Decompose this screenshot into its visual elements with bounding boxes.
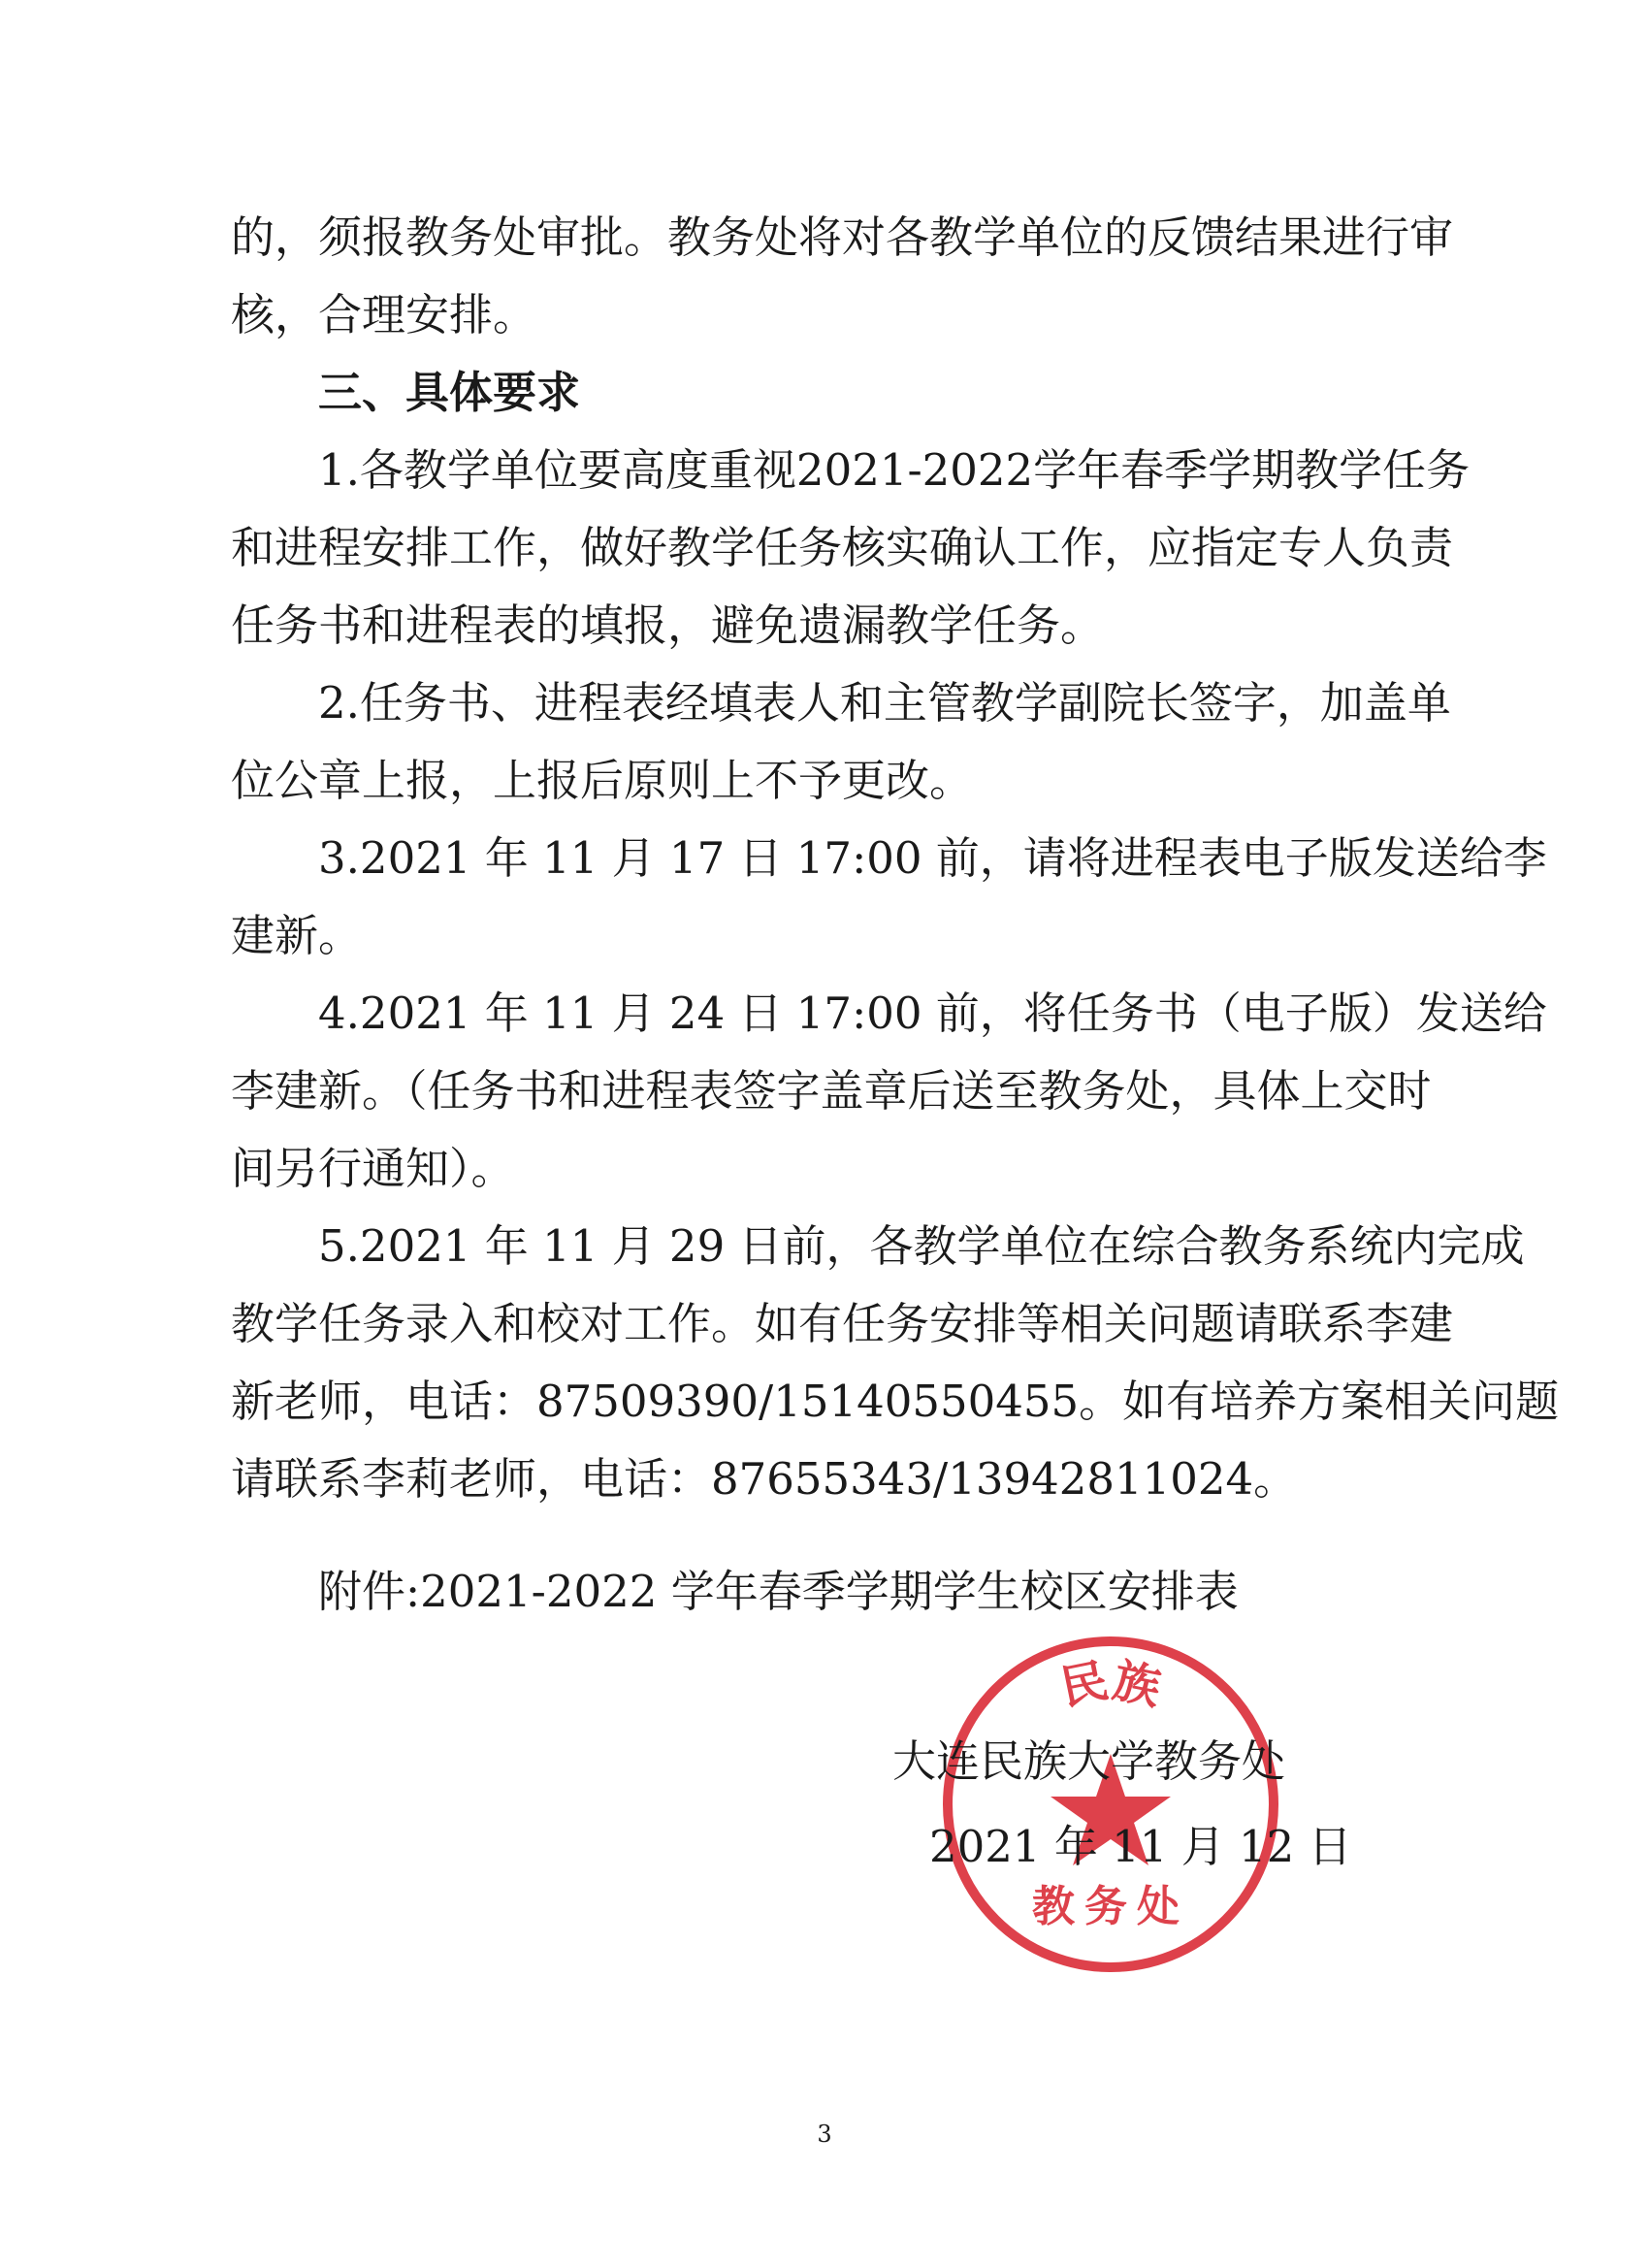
paragraph-line: 教学任务录入和校对工作。如有任务安排等相关问题请联系李建 <box>231 1298 1454 1349</box>
seal-top-text: 民族 <box>1055 1653 1166 1716</box>
signature-block <box>892 1719 1352 1890</box>
paragraph-line: 请联系李莉老师，电话：87655343/13942811024。 <box>231 1453 1298 1505</box>
section-heading: 三、具体要求 <box>318 367 581 418</box>
seal-bottom-text: 教务处 <box>1032 1882 1189 1931</box>
paragraph-line: 1.各教学单位要高度重视2021-2022学年春季学期教学任务 <box>318 444 1471 496</box>
paragraph-line: 核，合理安排。 <box>231 289 537 340</box>
issuing-org: 大连民族大学教务处 <box>892 1735 1286 1787</box>
body-text <box>231 199 1560 1631</box>
paragraph-line: 2.任务书、进程表经填表人和主管教学副院长签字，加盖单 <box>318 677 1451 729</box>
attachment-line: 附件:2021-2022 学年春季学期学生校区安排表 <box>318 1566 1239 1617</box>
paragraph-line: 任务书和进程表的填报，避免遗漏教学任务。 <box>231 599 1105 651</box>
page-number: 3 <box>817 2121 832 2148</box>
paragraph-line: 新老师，电话：87509390/15140550455。如有培养方案相关问题 <box>231 1376 1560 1427</box>
paragraph-line: 的，须报教务处审批。教务处将对各教学单位的反馈结果进行审 <box>231 211 1454 263</box>
paragraph-line: 建新。 <box>231 910 363 961</box>
paragraph-line: 间另行通知）。 <box>231 1143 515 1194</box>
paragraph-line: 4.2021 年 11 月 24 日 17:00 前，将任务书（电子版）发送给 <box>318 988 1547 1039</box>
paragraph-line: 5.2021 年 11 月 29 日前，各教学单位在综合教务系统内完成 <box>318 1220 1525 1272</box>
svg-text:民族 <box>1056 1653 1165 1715</box>
paragraph-line: 3.2021 年 11 月 17 日 17:00 前，请将进程表电子版发送给李 <box>318 832 1547 884</box>
paragraph-line: 和进程安排工作，做好教学任务核实确认工作，应指定专人负责 <box>231 522 1454 573</box>
paragraph-line: 李建新。（任务书和进程表签字盖章后送至教务处，具体上交时 <box>231 1065 1432 1117</box>
paragraph-line: 位公章上报，上报后原则上不予更改。 <box>231 755 974 806</box>
issue-date: 2021 年 11 月 12 日 <box>929 1821 1352 1872</box>
